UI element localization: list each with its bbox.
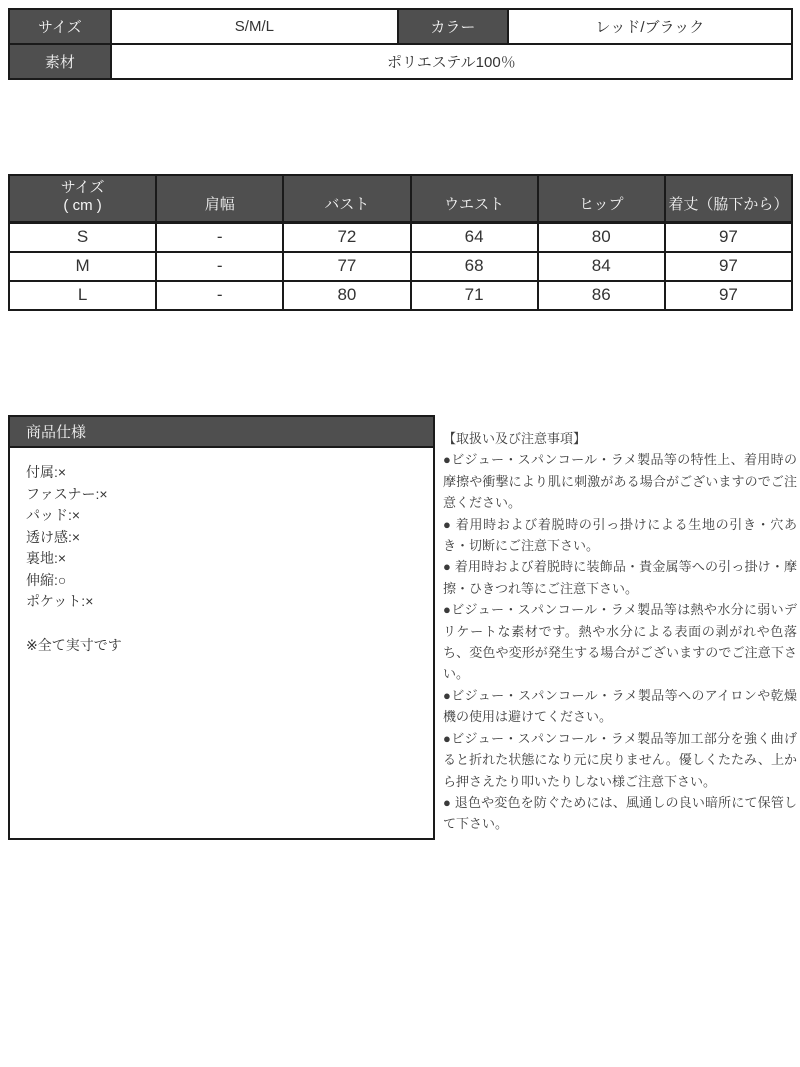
hip-cell: 86 <box>538 281 665 310</box>
size-chart-header-size-line2: ( cm ) <box>63 197 102 214</box>
spec-item-sheerness: 透け感:× <box>26 528 81 545</box>
length-cell: 97 <box>665 223 792 252</box>
shoulder-cell: - <box>156 252 283 281</box>
care-notes <box>443 428 797 835</box>
shoulder-cell: - <box>156 281 283 310</box>
size-chart-header-waist: ウエスト <box>411 175 538 223</box>
spec-box-body <box>10 448 433 670</box>
hip-cell: 80 <box>538 223 665 252</box>
care-notes-title: 【取扱い及び注意事項】 <box>443 431 587 446</box>
size-chart-header-hip: ヒップ <box>538 175 665 223</box>
spec-item-accessory: 付属:× <box>26 464 67 480</box>
care-note-item: ●ビジュー・スパンコール・ラメ製品等は熱や水分に弱いデリケートな素材です。熱や水分による表面の剥がれや色落ち、変色や変形が発生する場合がございますのでご注意下さい。 <box>443 602 797 682</box>
size-cell: S <box>9 223 156 252</box>
care-note-item: ●ビジュー・スパンコール・ラメ製品等の特性上、着用時の摩擦や衝撃により肌に刺激がある場合がございますのでご注意ください。 <box>443 452 797 511</box>
info-row-material <box>9 44 792 79</box>
size-chart-row-m <box>9 252 792 281</box>
care-note-item: ● 着用時および着脱時に装飾品・貴金属等への引っ掛け・摩擦・ひきつれ等にご注意下さい。 <box>443 559 797 596</box>
spec-item-zipper: ファスナー:× <box>26 485 108 502</box>
size-label-cell: サイズ <box>9 9 111 44</box>
material-label-cell: 素材 <box>9 44 111 79</box>
care-note-item: ● 着用時および着脱時の引っ掛けによる生地の引き・穴あき・切断にご注意下さい。 <box>443 516 797 554</box>
spec-item-pad: パッド:× <box>26 507 81 523</box>
size-chart-table <box>8 174 793 311</box>
size-chart-header-shoulder: 肩幅 <box>156 175 283 223</box>
size-chart-header-bust: バスト <box>283 175 410 223</box>
spec-item-pocket: ポケット:× <box>26 593 94 609</box>
waist-cell: 64 <box>411 223 538 252</box>
hip-cell: 84 <box>538 252 665 281</box>
spec-box-title: 商品仕様 <box>10 417 433 448</box>
care-note-item: ● 退色や変色を防ぐためには、風通しの良い暗所にて保管して下さい。 <box>443 794 797 832</box>
size-cell: L <box>9 281 156 310</box>
length-cell: 97 <box>665 281 792 310</box>
product-spec-box <box>8 415 435 840</box>
care-note-item: ●ビジュー・スパンコール・ラメ製品等加工部分を強く曲げると折れた状態になり元に戻りません。優しくたたみ、上から押さえたり叩いたりしない様ご注意下さい。 <box>443 730 797 789</box>
bust-cell: 80 <box>283 281 410 310</box>
size-cell: M <box>9 252 156 281</box>
bust-cell: 72 <box>283 223 410 252</box>
waist-cell: 68 <box>411 252 538 281</box>
spec-item-lining: 裏地:× <box>26 550 67 566</box>
info-row-size-color <box>9 9 792 44</box>
material-value-cell: ポリエステル100％ <box>111 44 792 79</box>
size-value-cell: S/M/L <box>111 9 398 44</box>
spec-measurement-note: ※全て実寸です <box>26 636 122 653</box>
length-cell: 97 <box>665 252 792 281</box>
color-value-cell: レッド/ブラック <box>508 9 792 44</box>
size-chart-row-l <box>9 281 792 310</box>
color-label-cell: カラー <box>398 9 508 44</box>
waist-cell: 71 <box>411 281 538 310</box>
spec-item-stretch: 伸縮:○ <box>26 571 67 588</box>
size-chart-header-row <box>9 175 792 223</box>
product-info-table <box>8 8 793 80</box>
care-note-item: ●ビジュー・スパンコール・ラメ製品等へのアイロンや乾燥機の使用は避けてください。 <box>443 687 797 725</box>
size-chart-header-length: 着丈（脇下から） <box>665 175 792 223</box>
shoulder-cell: - <box>156 223 283 252</box>
size-chart-row-s <box>9 223 792 252</box>
size-chart-header-size <box>9 175 156 223</box>
size-chart-header-size-line1: サイズ <box>60 179 105 196</box>
bust-cell: 77 <box>283 252 410 281</box>
